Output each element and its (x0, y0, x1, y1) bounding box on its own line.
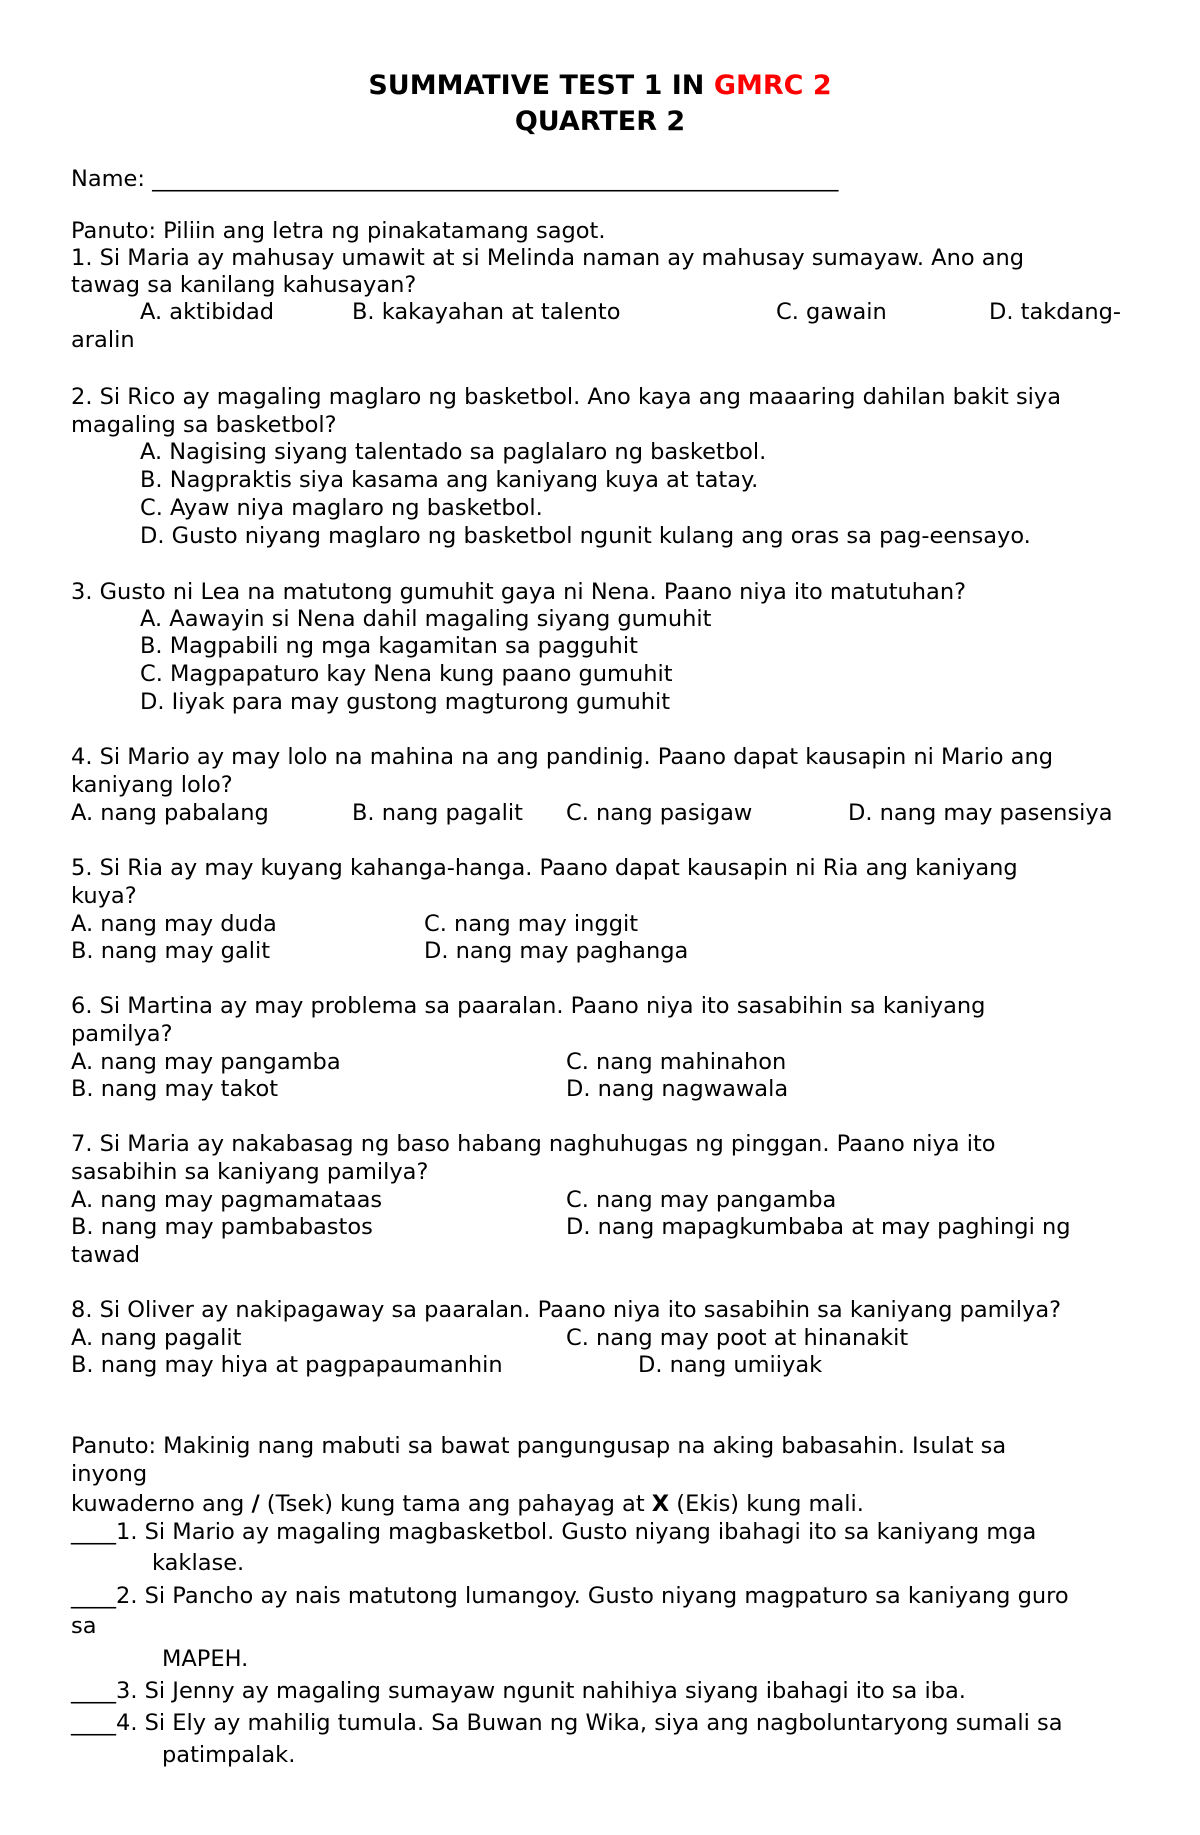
question-7-line-2: sasabihin sa kaniyang pamilya? (71, 1159, 429, 1185)
answer-blank[interactable]: ____ (71, 1583, 116, 1609)
name-label: Name: (71, 166, 145, 192)
question-2-line-2: magaling sa basketbol? (71, 412, 337, 438)
item-2-cont-2: MAPEH. (162, 1646, 249, 1672)
q5-option-b: B. nang may galit (71, 938, 271, 964)
q8-option-a: A. nang pagalit (71, 1325, 242, 1351)
name-line: _____________________________________________________________ (152, 166, 839, 192)
answer-blank[interactable]: ____ (71, 1710, 116, 1736)
q2-option-d: D. Gusto niyang maglaro ng basketbol ngunit kulang ang oras sa pag-eensayo. (140, 523, 1031, 549)
q4-option-c: C. nang pasigaw (566, 800, 753, 826)
question-2-line-1: 2. Si Rico ay magaling maglaro ng basketbol. Ano kaya ang maaaring dahilan bakit siya (71, 384, 1062, 410)
q4-option-b: B. nang pagalit (352, 800, 523, 826)
answer-blank[interactable]: ____ (71, 1678, 116, 1704)
item-1-cont: kaklase. (152, 1550, 245, 1576)
question-1-line-1: 1. Si Maria ay mahusay umawit at si Melinda naman ay mahusay sumayaw. Ano ang (71, 245, 1025, 271)
q7-option-b: B. nang may pambabastos (71, 1214, 373, 1240)
q6-option-d: D. nang nagwawala (566, 1076, 789, 1102)
q1-option-b: B. kakayahan at talento (352, 299, 621, 325)
question-5-line-2: kuya? (71, 883, 137, 909)
part2-instruction-line-3: kuwaderno ang / (Tsek) kung tama ang pahayag at X (Ekis) kung mali. (71, 1491, 864, 1517)
q6-option-c: C. nang mahinahon (566, 1049, 787, 1075)
q3-option-b: B. Magpabili ng mga kagamitan sa pagguhit (140, 633, 638, 659)
part1-instruction: Panuto: Piliin ang letra ng pinakatamang sagot. (71, 218, 606, 244)
part2-instruction-line-1: Panuto: Makinig nang mabuti sa bawat pangungusap na aking babasahin. Isulat sa (71, 1433, 1007, 1459)
q4-option-a: A. nang pabalang (71, 800, 269, 826)
question-5-line-1: 5. Si Ria ay may kuyang kahanga-hanga. Paano dapat kausapin ni Ria ang kaniyang (71, 855, 1018, 881)
q7-option-c: C. nang may pangamba (566, 1187, 837, 1213)
q1-option-c: C. gawain (776, 299, 887, 325)
q2-option-b: B. Nagpraktis siya kasama ang kaniyang kuya at tatay. (140, 467, 759, 493)
title-subject: GMRC 2 (713, 70, 832, 101)
q4-option-d: D. nang may pasensiya (848, 800, 1113, 826)
check-symbol: / (251, 1491, 260, 1517)
item-4: ____4. Si Ely ay mahilig tumula. Sa Buwan ng Wika, siya ang nagboluntaryong sumali sa (71, 1710, 1063, 1736)
question-4-line-1: 4. Si Mario ay may lolo na mahina na ang pandinig. Paano dapat kausapin ni Mario ang (71, 744, 1053, 770)
part2-instruction-line-2: inyong (71, 1461, 148, 1487)
question-6-line-2: pamilya? (71, 1021, 173, 1047)
item-4-cont: patimpalak. (162, 1742, 296, 1768)
answer-blank[interactable]: ____ (71, 1519, 116, 1545)
q7-option-d-cont: tawad (71, 1242, 141, 1268)
question-7-line-1: 7. Si Maria ay nakabasag ng baso habang naghuhugas ng pinggan. Paano niya ito (71, 1131, 996, 1157)
q7-option-d: D. nang mapagkumbaba at may paghingi ng (566, 1214, 1071, 1240)
q2-option-a: A. Nagising siyang talentado sa paglalaro ng basketbol. (140, 439, 767, 465)
item-2: ____2. Si Pancho ay nais matutong lumangoy. Gusto niyang magpaturo sa kaniyang guro (71, 1583, 1069, 1609)
q1-option-a: A. aktibidad (140, 299, 275, 325)
question-1-line-2: tawag sa kanilang kahusayan? (71, 272, 417, 298)
q2-option-c: C. Ayaw niya maglaro ng basketbol. (140, 495, 543, 521)
page-title (0, 69, 1200, 103)
q3-option-c: C. Magpapaturo kay Nena kung paano gumuhit (140, 661, 673, 687)
q6-option-b: B. nang may takot (71, 1076, 279, 1102)
item-1: ____1. Si Mario ay magaling magbasketbol. Gusto niyang ibahagi ito sa kaniyang mga (71, 1519, 1037, 1545)
question-3-line-1: 3. Gusto ni Lea na matutong gumuhit gaya ni Nena. Paano niya ito matutuhan? (71, 579, 967, 605)
q8-option-d: D. nang umiiyak (638, 1352, 823, 1378)
item-3: ____3. Si Jenny ay magaling sumayaw ngunit nahihiya siyang ibahagi ito sa iba. (71, 1678, 966, 1704)
q3-option-d: D. Iiyak para may gustong magturong gumuhit (140, 689, 671, 715)
q1-option-d-cont: aralin (71, 327, 135, 353)
item-2-cont: sa (71, 1613, 97, 1639)
question-4-line-2: kaniyang lolo? (71, 772, 233, 798)
q8-option-c: C. nang may poot at hinanakit (566, 1325, 909, 1351)
q7-option-a: A. nang may pagmamataas (71, 1187, 383, 1213)
q6-option-a: A. nang may pangamba (71, 1049, 341, 1075)
q5-option-d: D. nang may paghanga (424, 938, 689, 964)
page-subtitle: QUARTER 2 (514, 106, 686, 137)
q8-option-b: B. nang may hiya at pagpapaumanhin (71, 1352, 503, 1378)
question-8-line-1: 8. Si Oliver ay nakipagaway sa paaralan. Paano niya ito sasabihin sa kaniyang pamilya? (71, 1297, 1062, 1323)
q1-option-d: D. takdang- (989, 299, 1122, 325)
name-field (71, 165, 838, 193)
question-6-line-1: 6. Si Martina ay may problema sa paaralan. Paano niya ito sasabihin sa kaniyang (71, 993, 986, 1019)
q5-option-c: C. nang may inggit (424, 911, 639, 937)
title-text: SUMMATIVE TEST 1 IN (368, 70, 714, 101)
x-symbol: X (651, 1491, 670, 1517)
q5-option-a: A. nang may duda (71, 911, 277, 937)
q3-option-a: A. Aawayin si Nena dahil magaling siyang gumuhit (140, 606, 712, 632)
